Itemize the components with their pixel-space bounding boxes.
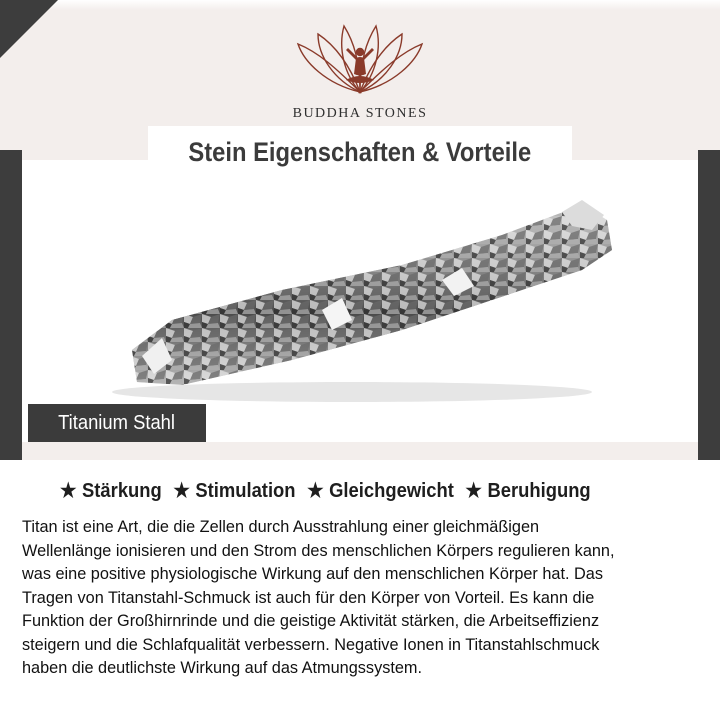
benefits-list xyxy=(60,478,612,503)
page-title: Stein Eigenschaften & Vorteile xyxy=(188,136,532,167)
benefit-item xyxy=(173,480,295,502)
product-photo xyxy=(22,160,698,442)
benefit-label: Stimulation xyxy=(195,480,296,502)
title-box xyxy=(148,126,572,178)
description-line: Funktion der Großhirnrinde und die geistige Aktivität stärken, die Arbeitseffizienz xyxy=(22,612,600,630)
benefit-label: Gleichgewicht xyxy=(329,480,454,502)
benefit-label: Stärkung xyxy=(82,480,162,502)
description-text xyxy=(22,516,698,681)
star-icon: ★ xyxy=(173,480,190,502)
description-line: Titan ist eine Art, die die Zellen durch Ausstrahlung einer gleichmäßigen xyxy=(22,518,540,536)
star-icon: ★ xyxy=(465,480,482,502)
benefit-label: Beruhigung xyxy=(487,480,591,502)
stone-name-text: Titanium Stahl xyxy=(58,411,176,434)
star-icon: ★ xyxy=(60,480,77,502)
stone-name-label xyxy=(28,404,206,442)
benefit-item xyxy=(60,480,162,502)
description-line: steigern und die Schlafqualität verbessern. Negative Ionen in Titanstahlschmuck xyxy=(22,635,600,654)
lotus-meditation-icon xyxy=(296,22,424,102)
titanium-crystal-rod-icon xyxy=(22,160,698,442)
description-line: Wellenlänge ionisieren und den Strom des menschlichen Körpers regulieren kann, xyxy=(22,541,615,560)
corner-decoration-top-left xyxy=(0,0,58,58)
description-line: Tragen von Titanstahl-Schmuck ist auch für den Körper von Vorteil. Es kann die xyxy=(22,588,595,607)
side-band-right xyxy=(698,150,720,460)
benefit-item xyxy=(465,480,590,502)
brand-name: BUDDHA STONES xyxy=(292,106,428,121)
description-line: was eine positive physiologische Wirkung auf den menschlichen Körper hat. Das xyxy=(22,565,604,583)
side-band-left xyxy=(0,150,22,460)
top-strip xyxy=(0,0,720,10)
star-icon: ★ xyxy=(307,480,324,502)
description-line: haben die deutlichste Wirkung auf das Atmungssystem. xyxy=(22,659,423,677)
benefit-item xyxy=(307,480,454,502)
